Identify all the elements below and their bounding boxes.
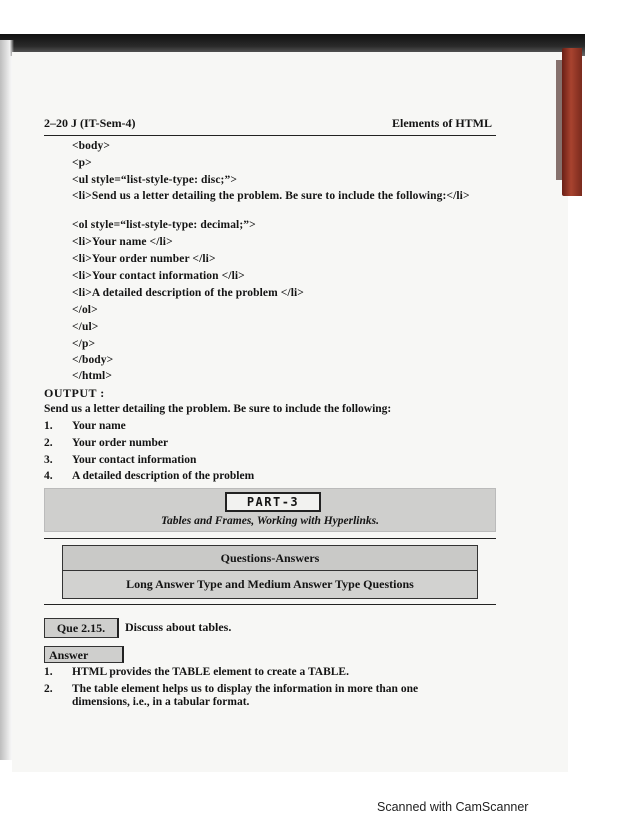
code-line: <li>Your order number </li>	[72, 253, 216, 265]
output-item-text: Your order number	[72, 437, 169, 449]
output-item-text: A detailed description of the problem	[72, 470, 255, 482]
output-item-number: 1.	[44, 420, 53, 432]
code-line: <li>Your contact information </li>	[72, 270, 245, 282]
output-heading: OUTPUT :	[44, 386, 105, 400]
qa-banner	[62, 545, 478, 599]
code-line: <body>	[72, 140, 110, 152]
answer-item-number: 1.	[44, 666, 53, 678]
code-line: <p>	[72, 157, 92, 169]
part-banner	[44, 488, 496, 532]
qa-title: Questions-Answers	[63, 546, 477, 571]
code-line: <ul style=“list-style-type: disc;”>	[72, 174, 237, 186]
code-line: </body>	[72, 354, 114, 366]
answer-item-continuation: dimensions, i.e., in a tabular format.	[72, 696, 250, 708]
output-intro: Send us a letter detailing the problem. Be sure to include the following:	[44, 403, 392, 415]
output-item-number: 4.	[44, 470, 53, 482]
section-rule	[44, 538, 496, 539]
code-line: <li>Your name </li>	[72, 236, 173, 248]
header-rule	[44, 135, 496, 136]
page-header	[44, 116, 492, 134]
book-edge-tab	[562, 48, 582, 196]
code-line: </p>	[72, 338, 96, 350]
question-label: Que 2.15.	[44, 618, 119, 638]
code-line: <ol style=“list-style-type: decimal;”>	[72, 219, 256, 231]
question-text: Discuss about tables.	[125, 620, 232, 634]
answer-item-number: 2.	[44, 683, 53, 695]
page-number-label: 2–20 J (IT-Sem-4)	[44, 116, 136, 130]
code-line: </html>	[72, 370, 113, 382]
answer-label: Answer	[44, 646, 124, 663]
answer-item-text: The table element helps us to display the information in more than one	[72, 683, 419, 695]
code-line: </ol>	[72, 304, 98, 316]
answer-item-text: HTML provides the TABLE element to create a TABLE.	[72, 666, 349, 678]
qa-subtitle: Long Answer Type and Medium Answer Type Questions	[63, 571, 477, 598]
code-line: <li>Send us a letter detailing the problem. Be sure to include the following:</li>	[72, 190, 470, 202]
chapter-title: Elements of HTML	[392, 116, 492, 130]
output-item-number: 3.	[44, 454, 53, 466]
code-line: </ul>	[72, 321, 99, 333]
output-item-text: Your name	[72, 420, 126, 432]
code-line: <li>A detailed description of the problem </li>	[72, 287, 304, 299]
section-rule	[44, 604, 496, 605]
output-item-number: 2.	[44, 437, 53, 449]
part-label: PART-3	[225, 492, 321, 512]
part-subtitle: Tables and Frames, Working with Hyperlinks.	[160, 515, 379, 527]
scanner-watermark: Scanned with CamScanner	[377, 800, 529, 814]
output-item-text: Your contact information	[72, 454, 197, 466]
